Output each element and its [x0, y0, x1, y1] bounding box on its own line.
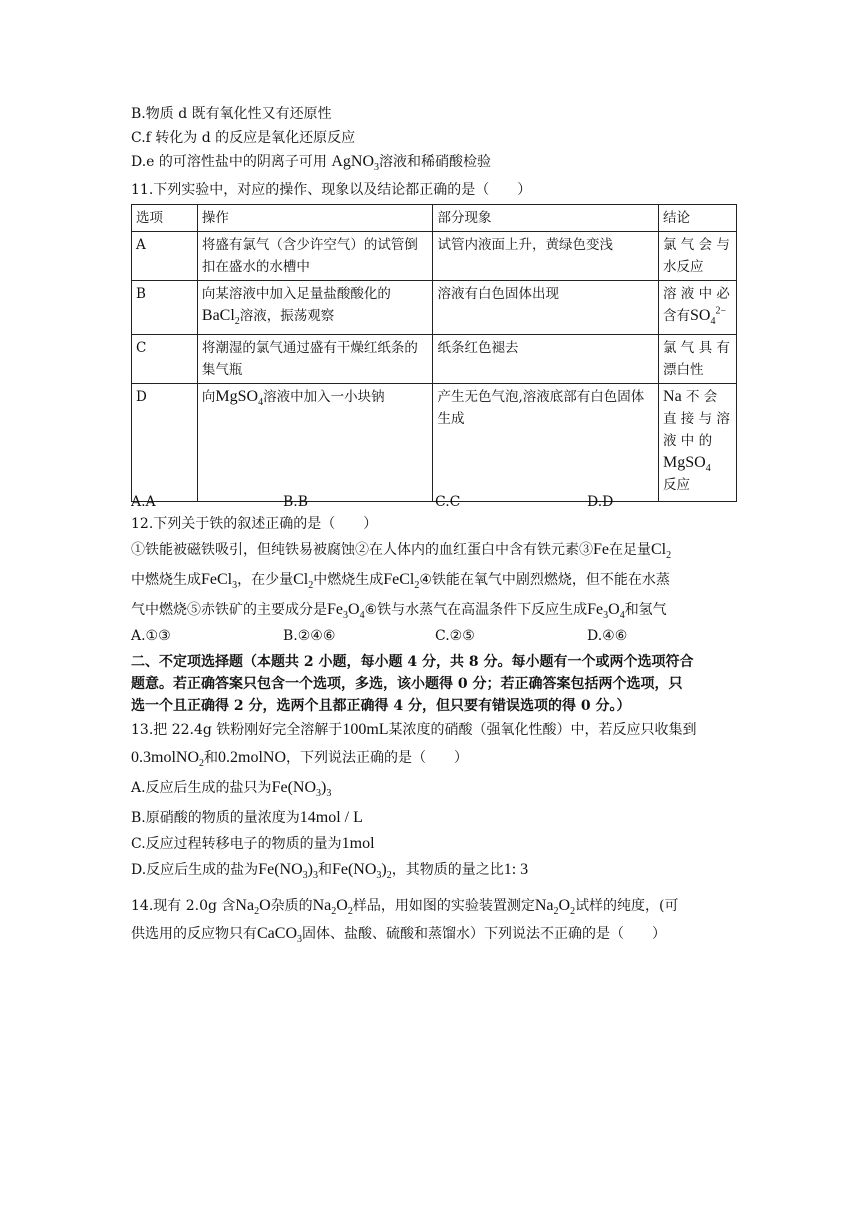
- q13-option-c: C.反应过程转移电子的物质的量为1mol: [131, 835, 375, 852]
- table-cell-operation: 将潮湿的氯气通过盛有干燥红纸条的集气瓶: [197, 335, 433, 384]
- q14-stem-line-1: 14.现有 2.0g 含$Na_2O$杂质的$Na_2O_2$样品，用如图的实验装置测定$Na_2O_2$试样的纯度，(可: [131, 897, 679, 918]
- table-header-cell: 结论: [659, 205, 737, 232]
- q13-option-a: A.反应后生成的盐只为$Fe(NO_3)_3$: [131, 779, 332, 800]
- q12-statement-line-3: 气中燃烧⑤赤铁矿的主要成分是$Fe_3O_4⑥$铁与水蒸气在高温条件下反应生成$Fe_3O_4$和氢气: [131, 601, 667, 622]
- table-row: [132, 335, 737, 384]
- q12-option-d[interactable]: D.④⑥: [587, 628, 628, 644]
- table-cell-conclusion: Na 不 会 直 接 与 溶 液 中 的 MgSO$_4$ 反应: [659, 384, 737, 502]
- section-heading-line-2: 题意。若正确答案只包含一个选项，多选，该小题得 0 分；若正确答案包括两个选项，只: [131, 676, 683, 692]
- section-heading-line-3: 选一个且正确得 2 分，选两个且都正确得 4 分，但只要有错误选项的得 0 分。）: [131, 698, 631, 714]
- q14-stem-line-2: 供选用的反应物只有CaCO$_3$固体、盐酸、硫酸和蒸馏水）下列说法不正确的是（ ）: [131, 925, 666, 946]
- q11-option-c[interactable]: C.C: [435, 494, 461, 510]
- table-row: [132, 384, 737, 502]
- q10-option-c: C.f 转化为 d 的反应是氧化还原反应: [131, 130, 356, 146]
- q12-option-a[interactable]: A.①③: [131, 628, 171, 644]
- table-cell-operation: 向某溶液中加入足量盐酸酸化的 BaCl$_2$溶液，振荡观察: [197, 281, 433, 335]
- q13-option-d: D.反应后生成的盐为$Fe(NO_3)_3$和$Fe(NO_3)_2$，其物质的量之比1: 3: [131, 861, 529, 882]
- table-header-row: [132, 205, 737, 232]
- q11-option-a[interactable]: A.A: [131, 494, 156, 510]
- q10-option-d: D.e 的可溶性盐中的阴离子可用 AgNO$_3$溶液和稀硝酸检验: [131, 153, 492, 174]
- table-cell-option: D: [132, 384, 198, 502]
- table-cell-conclusion: 氯 气 会 与 水反应: [659, 232, 737, 281]
- table-cell-phenomenon: 纸条红色褪去: [433, 335, 659, 384]
- q13-stem-line-1: 13.把 22.4g 铁粉刚好完全溶解于100mL某浓度的硝酸（强氧化性酸）中，若反应只收集到: [131, 721, 697, 738]
- q11-option-b[interactable]: B.B: [283, 494, 309, 510]
- table-row: [132, 232, 737, 281]
- q12-option-c[interactable]: C.②⑤: [435, 628, 475, 644]
- q11-stem: 11.下列实验中，对应的操作、现象以及结论都正确的是（ ）: [131, 182, 532, 198]
- q12-statement-line-2: 中燃烧生成FeCl$_3$，在少量$Cl_2$中燃烧生成FeCl$_2$④铁能在氧气中剧烈燃烧，但不能在水蒸: [131, 571, 670, 592]
- q11-options: [131, 494, 741, 514]
- section-heading-line-1: 二、不定项选择题（本题共 2 小题，每小题 4 分，共 8 分。每小题有一个或两个选项符合: [131, 654, 694, 670]
- q10-option-b: B.物质 d 既有氧化性又有还原性: [131, 106, 332, 122]
- table-cell-option: B: [132, 281, 198, 335]
- table-row: [132, 281, 737, 335]
- q11-table: [131, 204, 737, 502]
- table-cell-operation: 将盛有氯气（含少许空气）的试管倒扣在盛水的水槽中: [197, 232, 433, 281]
- q12-options: [131, 628, 741, 648]
- q12-option-b[interactable]: B.②④⑥: [283, 628, 336, 644]
- table-cell-conclusion: 溶 液 中 必 含有$SO_4^{2-}$: [659, 281, 737, 335]
- q11-option-d[interactable]: D.D: [587, 494, 614, 510]
- q12-statement-line-1: ①铁能被磁铁吸引，但纯铁易被腐蚀②在人体内的血红蛋白中含有铁元素③Fe在足量$Cl_2$: [131, 541, 672, 562]
- table-cell-option: A: [132, 232, 198, 281]
- table-cell-option: C: [132, 335, 198, 384]
- table-cell-operation: 向MgSO$_4$溶液中加入一小块钠: [197, 384, 433, 502]
- q13-stem-line-2: 0.3molNO$_2$和0.2molNO，下列说法正确的是（ ）: [131, 749, 468, 770]
- q13-option-b: B.原硝酸的物质的量浓度为14mol / L: [131, 809, 363, 826]
- table-cell-conclusion: 氯 气 具 有 漂白性: [659, 335, 737, 384]
- table-cell-phenomenon: 产生无色气泡,溶液底部有白色固体生成: [433, 384, 659, 502]
- q12-stem: 12.下列关于铁的叙述正确的是（ ）: [131, 516, 378, 532]
- table-header-cell: 选项: [132, 205, 198, 232]
- table-cell-phenomenon: 溶液有白色固体出现: [433, 281, 659, 335]
- table-cell-phenomenon: 试管内液面上升，黄绿色变浅: [433, 232, 659, 281]
- table-header-cell: 操作: [197, 205, 433, 232]
- table-header-cell: 部分现象: [433, 205, 659, 232]
